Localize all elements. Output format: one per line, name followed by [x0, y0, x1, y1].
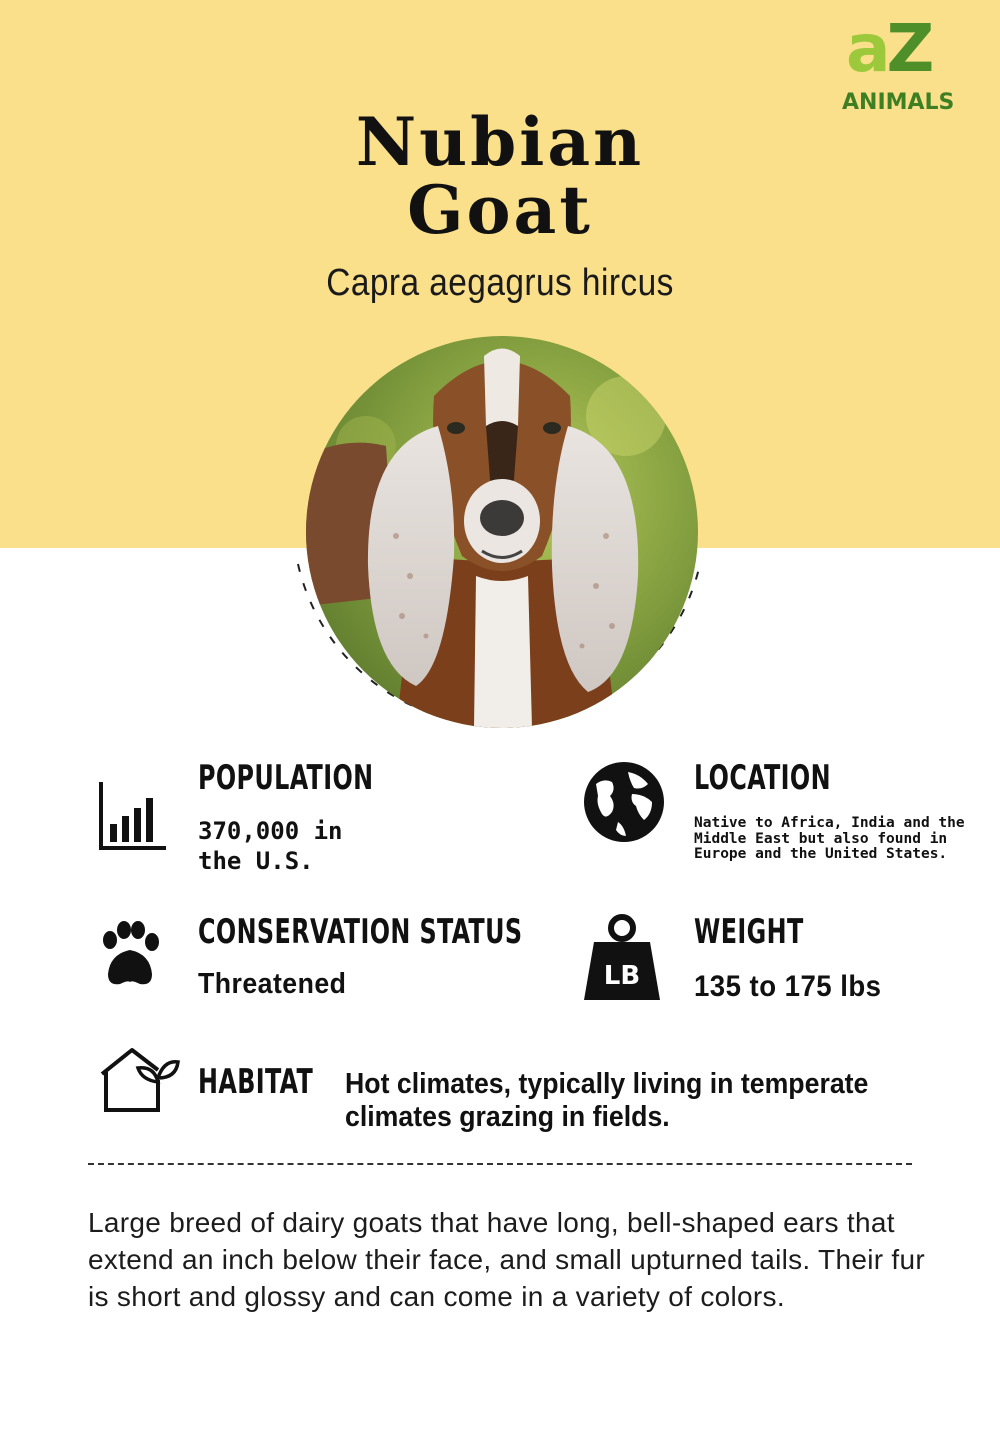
population-label: POPULATION [198, 758, 374, 798]
logo-letters: aZ [846, 10, 931, 87]
title-line-1: Nubian [355, 103, 645, 181]
section-divider [88, 1163, 912, 1165]
location-value: Native to Africa, India and the Middle East but also found in Europe and the United States. [694, 815, 965, 862]
conservation-status-value: Threatened [198, 968, 347, 1000]
location-label: LOCATION [694, 758, 831, 798]
page-title [0, 103, 1000, 249]
scientific-name: Capra aegagrus hircus [326, 262, 674, 304]
population-value: 370,000 in the U.S. [198, 817, 343, 875]
goat-photo-frame [294, 326, 714, 746]
weight-value: 135 to 175 lbs [694, 970, 882, 1003]
house-plant-icon [98, 1046, 180, 1114]
svg-text:LB: LB [603, 961, 641, 991]
nubian-goat-photo [306, 336, 698, 728]
habitat-label: HABITAT [198, 1062, 314, 1102]
paw-print-icon [94, 920, 164, 990]
habitat-value: Hot climates, typically living in temperate climates grazing in fields. [345, 1068, 869, 1133]
bar-chart-icon [98, 780, 168, 852]
globe-icon [582, 760, 666, 844]
conservation-status-label: CONSERVATION STATUS [198, 912, 523, 952]
az-animals-logo[interactable] [838, 10, 970, 122]
weight-label: WEIGHT [694, 912, 804, 952]
description-paragraph: Large breed of dairy goats that have long, bell-shaped ears that extend an inch below their face, and small upturned tails. Their fur is short and glossy and can come in a variety of colors. [88, 1207, 926, 1312]
title-line-2: Goat [407, 171, 593, 249]
logo-wordmark: ANIMALS [842, 90, 955, 115]
weight-lb-icon [582, 912, 662, 1002]
